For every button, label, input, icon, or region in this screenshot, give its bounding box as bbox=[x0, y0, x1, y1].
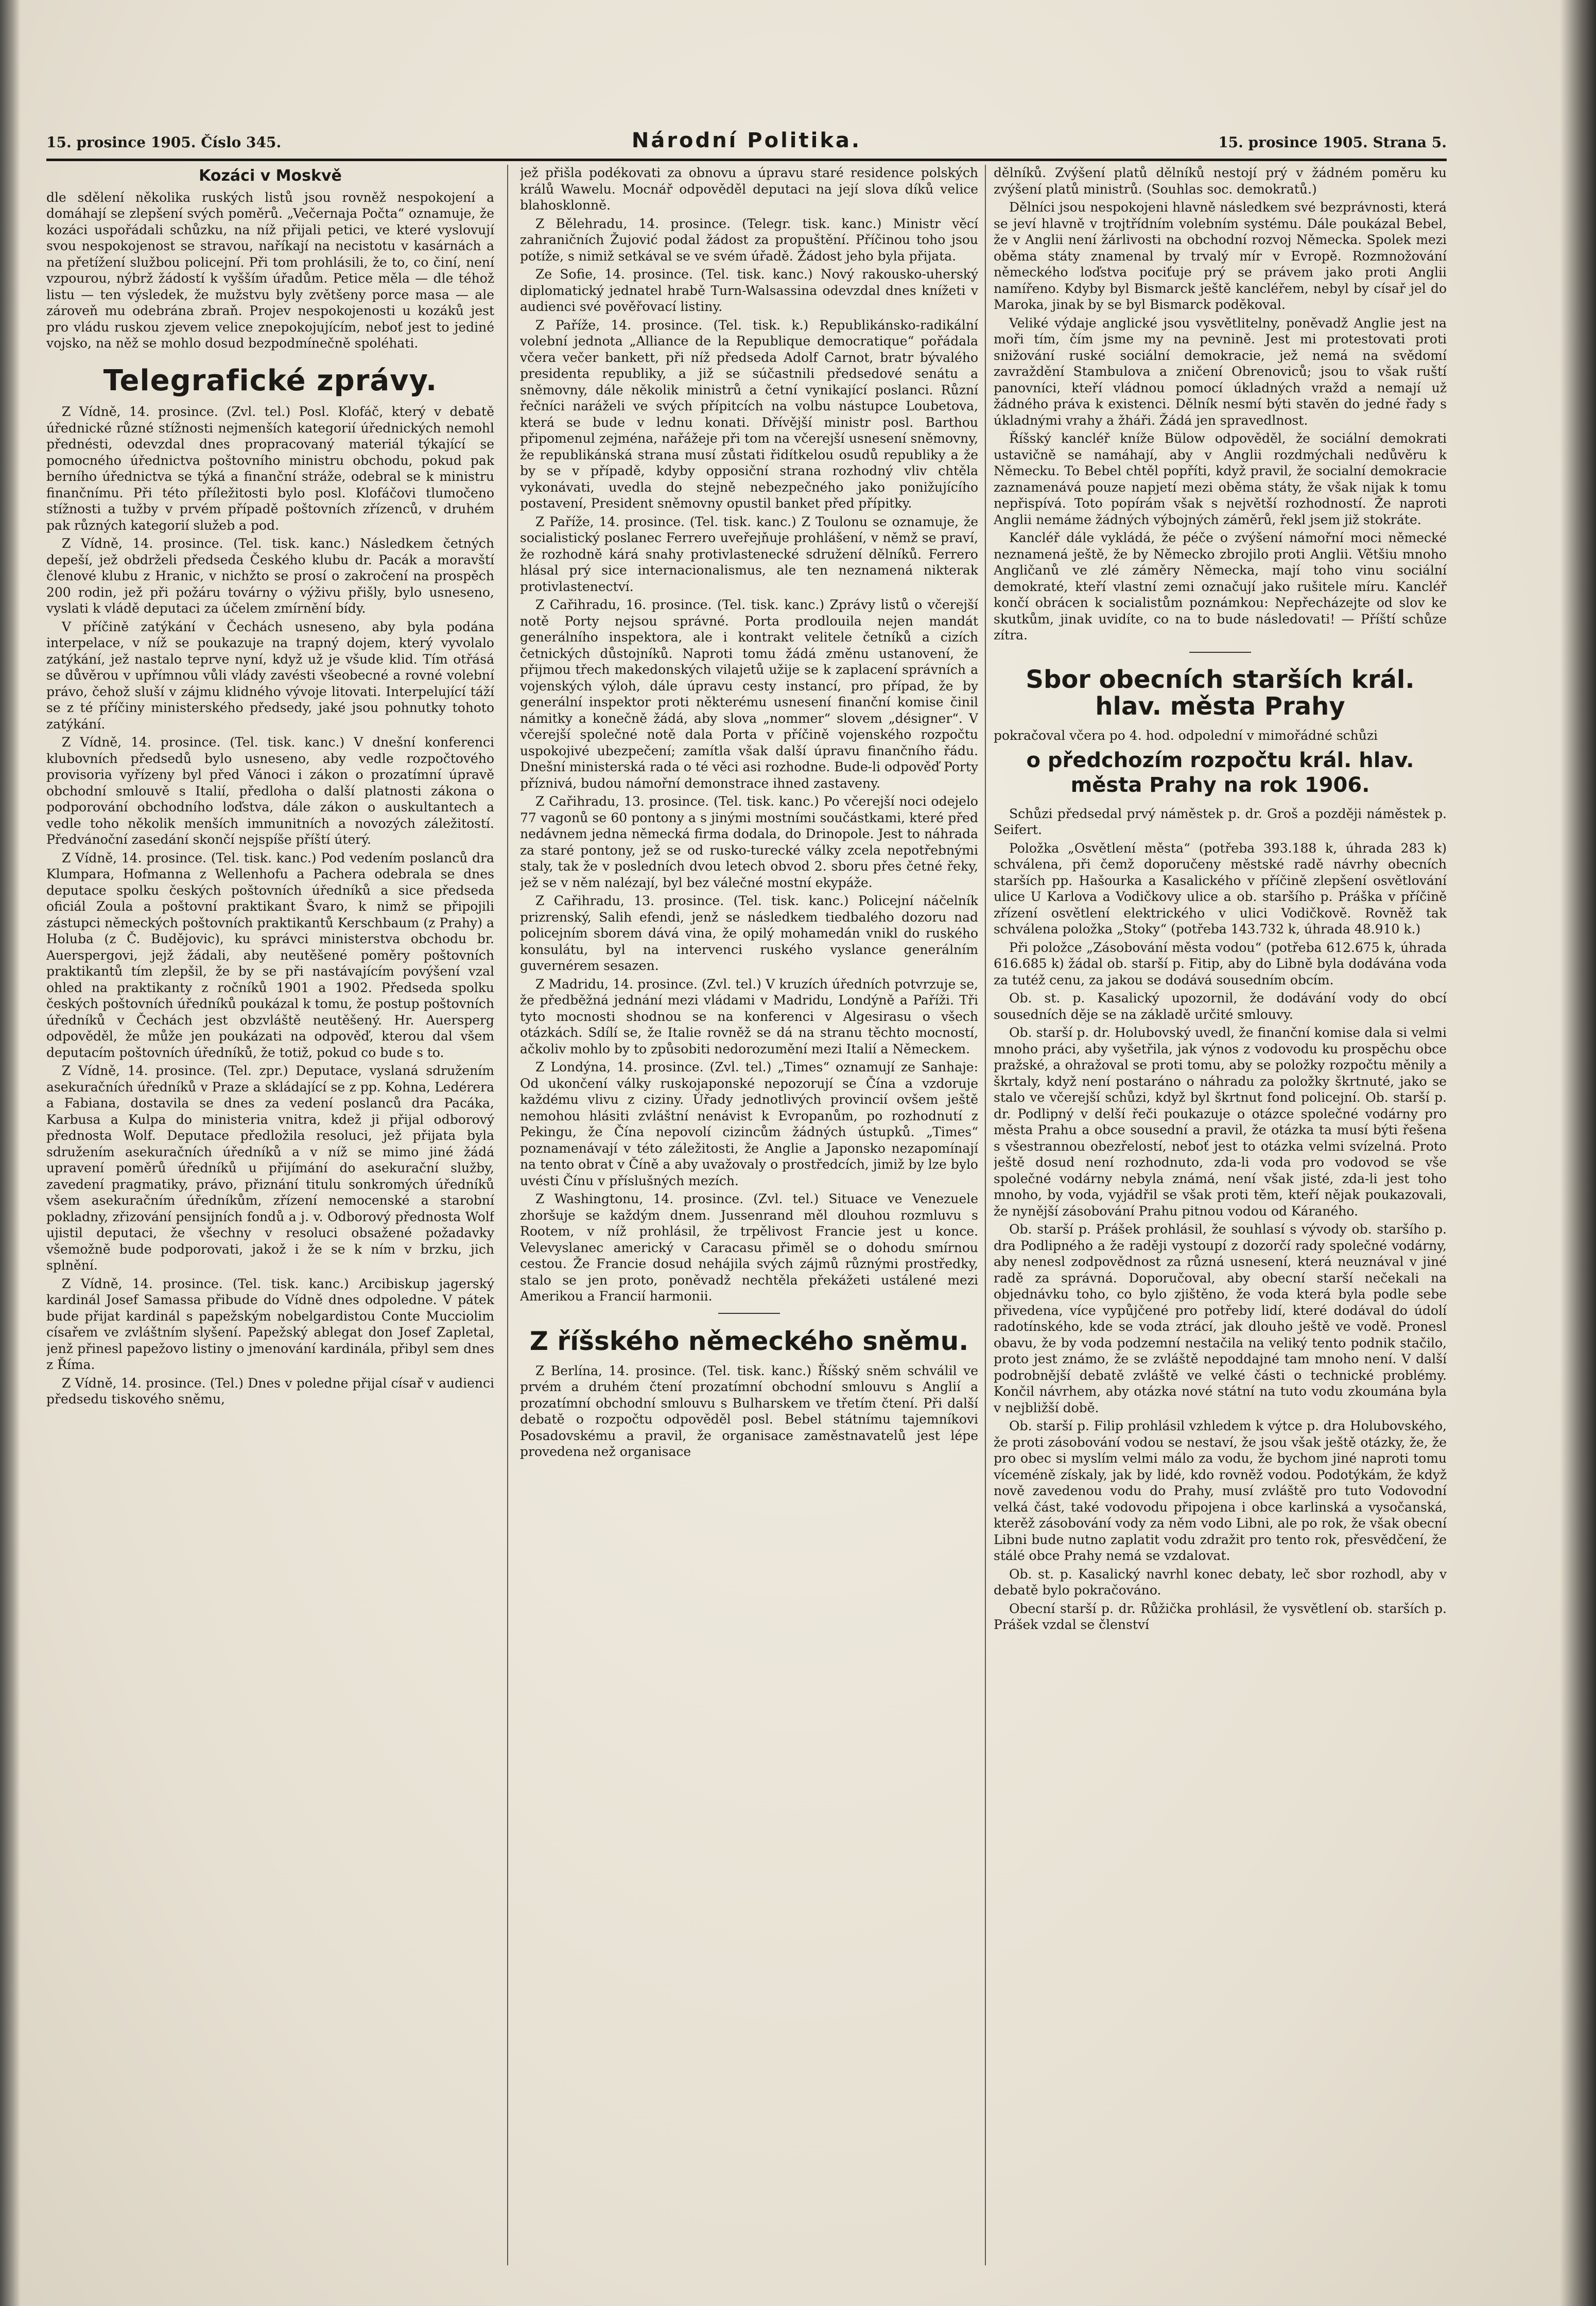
paragraph: Ob. starší p. dr. Holubovský uvedl, že finanční komise dala si velmi mnoho práci, aby vyšetřila, jak výnos z vodovodu ku prospěchu obce pražské, a ohražoval se proti tomu, aby se položky rozpočtu měnily a škrtaly, když není postaráno o náhradu za položky škrtnuté, jako se stalo ve včerejší schůzi, když byl škrtnut fond policejní. Ob. starší p. dr. Podlipný v delší řeči poukazuje o otázce společné vodárny pro města Prahu a obce sousední a pravil, že otázka ta musí býti řešena s všestrannou obezřelostí, neboť jest to otázka velmi svízelná. Proto ještě dosud není rozhodnuto, zda-li voda pro vodovod se vše společné vodárny nebyla známá, není však jisté, zda-li jest toho mnoho, by voda, vyjádřil se však proti těm, kteří nějak poukazovali, že nynější zásobování Prahu pitnou vodou od Káraného. bbox=[994, 1025, 1447, 1219]
paragraph: Položka „Osvětlení města“ (potřeba 393.188 k, úhrada 283 k) schválena, při čemž doporučeny městské radě návrhy obecních starších pp. Hašourka a Kasalického v příčině zlepšení osvětlování ulice U Karlova a Vodičkovy ulice a ob. staršího p. Práška v příčině zřízení osvětlení elektrického v ulici Vodičkově. Rovněž tak schválena položka „Stoky“ (potřeba 143.732 k, úhrada 48.910 k.) bbox=[994, 840, 1447, 937]
header-rule bbox=[46, 159, 1447, 161]
paragraph: Při položce „Zásobování města vodou“ (potřeba 612.675 k, úhrada 616.685 k) žádal ob. starší p. Fitip, aby do Libně byla dodávána voda za tutéž cenu, za jakou se dodává sousedním obcím. bbox=[994, 940, 1447, 987]
paragraph: Z Vídně, 14. prosince. (Tel. zpr.) Deputace, vyslaná sdružením asekuračních úředníků v Praze a skládající se z pp. Kohna, Ledérera a Fabiana, dostavila se dnes za vedení poslanců dra Pacáka, Karbusa a Kulpa do ministeria vnitra, kdež ji přijal odborový přednosta Wolf. Deputace předložila resoluci, jež přijata byla sdružením asekuračních úředníků a v níž se mimo jiné žádá upravení poměrů úředníků u přijímání do asekurační služby, zavedení pragmatiky, právo, přiznání titulu sonkromých úředníků všem asekuračním úředníkům, zřízení nemocenské a starobní pokladny, zřizování pensijních fondů a j. v. Odborový přednosta Wolf ujistil deputaci, že všechny v resoluci obsažené požadavky všemožně bude podporovati, jakož i že se k ním v brzku, jich splnění. bbox=[46, 1063, 494, 1273]
separator bbox=[718, 1313, 780, 1314]
column-divider bbox=[985, 165, 986, 2265]
paragraph: Z Cařihradu, 16. prosince. (Tel. tisk. kanc.) Zprávy listů o včerejší notě Porty nejsou správné. Porta prodlouila nejen mandát generálního inspektora, ale i kontrakt velitele četníků a cizích četnických důstojníků. Naproti tomu žádá změnu ustanovení, že přijmou třech makedonských vilajetů užije se k zaplacení správních a vojenských výloh, dále úpravu cesty instancí, pro případ, že by generální inspektor proti některému usnesení finanční komise činil námitky a konečně žádá, aby slova „nommer“ slovem „désigner“. V včerejší společné notě dala Porta v příčině vojenského rozpočtu uspokojivé ubezpečení; zamítla však další úpravu finančního řádu. Dnešní ministerská rada o té věci asi rozhodne. Bude-li odpověď Porty příznivá, budou námořní demonstrace ihned zastaveny. bbox=[520, 597, 978, 791]
paragraph: Z Vídně, 14. prosince. (Tel.) Dnes v poledne přijal císař v audienci předsedu tiskového sněmu, bbox=[46, 1375, 494, 1407]
paragraph: Z Bělehradu, 14. prosince. (Telegr. tisk. kanc.) Ministr věcí zahraničních Žujović podal žádost za propuštění. Příčinou toho jsou potíže, s nimiž setkával se ve svém úřadě. Žádost jeho byla přijata. bbox=[520, 216, 978, 264]
paragraph: Ob. st. p. Kasalický upozornil, že dodávání vody do obcí sousedních děje se na základě určité smlouvy. bbox=[994, 991, 1447, 1022]
paragraph: Ob. st. p. Kasalický navrhl konec debaty, leč sbor rozhodl, aby v debatě bylo pokračováno. bbox=[994, 1566, 1447, 1598]
section-title: Sbor obecních starších král. hlav. města Prahy bbox=[1026, 665, 1415, 721]
paragraph: Z Londýna, 14. prosince. (Zvl. tel.) „Times“ oznamují ze Sanhaje: Od ukončení války ruskojaponské nepozorují se Čína a vzdoruje každému vlivu z ciziny. Úřady jednotlivých provincií ovšem ještě nemohou hlásiti zvláštní nenávist k Evropanům, po rozhodnutí z Pekingu, že Čína nepovolí cizincům žádných ústupků. „Times“ poznamenávají v této záležitosti, že Anglie a Japonsko nezapomínají na tento obrat v Číně a aby uvažovaly o prostředcích, jimiž by lze bylo uvésti Čínu v příslušných mezích. bbox=[520, 1060, 978, 1188]
section-title: Telegrafické zprávy. bbox=[103, 363, 438, 397]
paragraph: Z Vídně, 14. prosince. (Tel. tisk. kanc.) Arcibiskup jagerský kardinál Josef Samassa přibude do Vídně dnes odpoledne. V pátek bude přijat kardinál s papežským nobelgardistou Conte Mucciolim císařem ve zvláštním slyšení. Papežský ablegat don Josef Zapletal, jenž přinesl papežovo listiny o jmenování kardinála, přibyl sem dnes z Říma. bbox=[46, 1276, 494, 1373]
article-heading: Kozáci v Moskvě bbox=[199, 167, 342, 185]
header-date-issue: 15. prosince 1905. Číslo 345. bbox=[46, 134, 282, 151]
paragraph: Z Cařihradu, 13. prosince. (Tel. tisk. kanc.) Policejní náčelník prizrenský, Salih efendi, jenž se následkem tiedbalého dozoru nad policejním sborem dává vina, že opilý mohamedán vnikl do ruského konsulátu, byl na intervenci ruského vyslance generálním guvernérem sesazen. bbox=[520, 893, 978, 973]
paragraph: dle sdělení několika ruských listů jsou rovněž nespokojení a domáhají se zlepšení svých poměrů. „Večernaja Počta“ oznamuje, že kozáci uspořádali schůzku, na níž přijali petici, ve které vyslovují svou nespokojenost se stravou, naříkají na necistotu v kasárnách a na přetížení službou policejní. Při tom prohlásili, že to, co činí, není vzpourou, nýbrž žádostí k vyšším úřadům. Petice měla — dle téhož listu — ten výsledek, že mužstvu byly zvětšeny porce masa — ale zároveň mu odebrána zbraň. Projev nespokojenosti u kozáků jest pro vládu ruskou zjevem velice znepokojujícím, neboť jest to jediné vojsko, na něž se mohlo dosud bezpodmínečně spoléhati. bbox=[46, 189, 494, 351]
paragraph: Z Vídně, 14. prosince. (Zvl. tel.) Posl. Klofáč, který v debatě úřednické různé stížnosti nejmenších kategorií úřednických nemohl přednésti, odevzdal dnes propracovaný materiál týkající se pomocného úřednictva poštovního ministru obchodu, pokud pak berního úřednictva se týká a finanční stráže, odebral se k ministru finančnímu. Při této příležitosti bylo posl. Klofáčovi tlumočeno stížnosti a tužby v prvém případě poštovních zřízenců, v druhém pak různých kategorií služeb a pod. bbox=[46, 404, 494, 533]
page-header bbox=[46, 129, 1447, 160]
paragraph: dělníků. Zvýšení platů dělníků nestojí prý v žádném poměru ku zvýšení platů ministrů. (Souhlas soc. demokratů.) bbox=[994, 165, 1447, 197]
paragraph: Obecní starší p. dr. Růžička prohlásil, že vysvětlení ob. starších p. Prášek vzdal se členství bbox=[994, 1601, 1447, 1633]
paragraph: Z Berlína, 14. prosince. (Tel. tisk. kanc.) Říšský sněm schválil ve prvém a druhém čtení prozatímní obchodní smlouvu s Anglií a prozatímní obchodní smlouvu s Bulharskem ve třetím čtení. Při další debatě o rozpočtu odpověděl posl. Bebel státnímu tajemníkovi Posadovskému a pravil, že organisace zaměstnavatelů jest lépe provedena než organisace bbox=[520, 1363, 978, 1459]
paragraph: Z Washingtonu, 14. prosince. (Zvl. tel.) Situace ve Venezuele zhoršuje se každým dnem. Jussenrand měl dlouhou rozmluvu s Rootem, v níž prohlásil, že trpělivost Francie jest u konce. Velevyslanec americký v Caracasu přiměl se o dohodu smírnou cestou. Že Francie dosud nehájila svých zájmů různými prostředky, stalo se jen proto, poněvadž nechtěla překážeti ustálené mezi Amerikou a Francií harmonii. bbox=[520, 1191, 978, 1304]
paragraph: Z Vídně, 14. prosince. (Tel. tisk. kanc.) Pod vedením poslanců dra Klumpara, Hofmanna z Wellenhofu a Pachera odebrala se dnes deputace spolku českých poštovních úředníků a sice předseda oficiál Zoula a poštovní praktikant Švaro, k nimž se připojili zástupci německých poštovních praktikantů Kerschbaum (z Prahy) a Holuba (z Č. Budějovic), ku správci ministerstva obchodu br. Auerspergovi, jejž žádali, aby neutěšené poměry poštovních praktikantů tím zlepšil, že by se při nastávajícím povýšení vzal ohled na praktikanty z ročníků 1901 a 1902. Předseda spolku českých poštovních úředníků poukázal k tomu, že postup poštovních úředníků v Čechách jest obzvláště neutěšený. Hr. Auersperg odpověděl, že může jen poukázati na odpověď, kterou dal všem deputacím poštovních úředníků, že totiž, pokud co bude s to. bbox=[46, 850, 494, 1060]
paragraph: Říšský kancléř kníže Bülow odpověděl, že sociální demokrati ustavičně se namáhají, aby v Anglii rozdmýchali nedůvěru k Německu. To Bebel chtěl popříti, když pravil, že socialní demokracie zaznamenává pouze napjetí mezi oběma státy, že však nijak k tomu nepřispívá. Toto popírám však s největší rozhodností. Že naproti Anglii nemáme žádných výbojných záměrů, řekl jsem již stokráte. bbox=[994, 431, 1447, 527]
scan-edge-right bbox=[1560, 0, 1596, 2306]
column-1 bbox=[46, 165, 494, 2276]
paragraph: V příčině zatýkání v Čechách usneseno, aby byla podána interpelace, v níž se poukazuje na trapný dojem, který vyvolalo zatýkání, jež nastalo teprve nyní, když už je všude klid. Tím otřásá se důvěrou v upřímnou vůli vlády zavésti všeobecné a rovné volební právo, čehož sluší v zájmu klidného vývoje litovati. Interpelující táží se z té příčiny ministerského předsedy, jaké jsou pohnutky tohoto zatýkání. bbox=[46, 619, 494, 732]
column-divider bbox=[507, 165, 508, 2265]
section-title: Z říšského německého sněmu. bbox=[529, 1326, 969, 1356]
paragraph: Z Madridu, 14. prosince. (Zvl. tel.) V kruzích úředních potvrzuje se, že předběžná jednání mezi vládami v Madridu, Londýně a Paříži. Tři tyto mocnosti shodnou se na konferenci v Algesirasu o všech otázkách. Sdílí se, že Italie rovněž se dá na stranu těchto mocností, ačkoliv mohlo by to způsobiti nedorozumění mezi Italií a Německem. bbox=[520, 976, 978, 1056]
masthead-title: Národní Politika. bbox=[631, 129, 862, 152]
column-2 bbox=[520, 165, 978, 2276]
paragraph: jež přišla podékovati za obnovu a úpravu staré residence polských králů Wawelu. Mocnář odpověděl deputaci na její slova díků velice blahosklonně. bbox=[520, 165, 978, 213]
paragraph: Z Paříže, 14. prosince. (Tel. tisk. k.) Republikánsko-radikální volební jednota „Alliance de la Republique democratique“ pořádala včera večer bankett, při níž předseda Adolf Carnot, bratr bývalého presidenta republiky, a již se súčastnili předsedové senátu a sněmovny, dále několik ministrů a četní vynikající poslanci. Různí řečníci naráželi ve svých přípitcích na volbu nástupce Loubetova, která se bude v lednu konati. Dřívější ministr posl. Barthou připomenul zejména, nařážeje při tom na včerejší usnesení sněmovny, že republikánská strana musí zůstati řidítkelou osudů republiky a že by se v případě, kdyby opposiční strana rozhodný vliv chtěla vykonávati, uvedla do stejně nebezpečného jako ponižujícího postavení, President sněmovny opustil banket před přípitky. bbox=[520, 317, 978, 511]
separator bbox=[1189, 652, 1251, 653]
paragraph: Z Vídně, 14. prosince. (Tel. tisk. kanc.) V dnešní konferenci klubovních předsedů bylo usneseno, aby vedle rozpočtového provisoria vyřízeny byl před Vánoci i zákon o prozatímní úpravě obchodní smlouvě s Italií, předloha o další platnosti zákona o podporování obchodního loďstva, dále zákon o auskultantech a vedle toho několik menších immunitních a novozých záležitostí. Předvánoční zasedání skončí nejspíše příští úterý. bbox=[46, 735, 494, 847]
paragraph: Dělníci jsou nespokojeni hlavně následkem své bezprávnosti, která se jeví hlavně v trojtřídním volebním systému. Dále poukázal Bebel, že v Anglii není žárlivosti na obchodní rozvoj Německa. Spolek mezi oběma státy znamenal by trvalý mír v Evropě. Rozmnožování německého loďstva pociťuje prý se právem jako proti Anglii namířeno. Kdyby byl Bismarck ještě kancléřem, nebyl by císař jel do Maroka, jinak by se byl Bismarck poděkoval. bbox=[994, 200, 1447, 312]
paragraph: pokračoval včera po 4. hod. odpolední v mimořádné schůzi bbox=[994, 728, 1378, 743]
paragraph: Ob. starší p. Filip prohlásil vzhledem k výtce p. dra Holubovského, že proti zásobování vodou se nestaví, že jsou však ještě otázky, že, že pro obec si myslím velmi málo za vodu, že bychom jiné naproti tomu víceméně získaly, jak by lidé, kdo rovněž vodou. Podotýkám, že když nově zavedenou vodu do Prahy, musí zvláště pro tuto Vodovodní velká část, také vodovodu připojena i obce karlinská a vysočanská, kterěž zásobování vody za něm vodo Libni, ale po rok, že však obecní Libni bude nutno zaplatit vodu zdražit pro tento rok, přesvědčení, že stálé obce Prahy nemá se vzdalovat. bbox=[994, 1418, 1447, 1564]
scan-edge-left bbox=[0, 0, 21, 2306]
paragraph: Veliké výdaje anglické jsou vysvětlitelny, poněvadž Anglie jest na moři tím, čím jsme my na pevnině. Jest mi protestovati proti snižování ruské sociální demokracie, jež nemá na svědomí zavraždění Stambulova a zničení Obrenoviců; jsou to však ruští panovníci, kteří vládnou pomocí úkladných vražd a nemají už žádného práva k existenci. Dělník nesmí býti stavěn do jedné řady s úkladnými vrahy a žháři. Žádá jen spravedlnost. bbox=[994, 315, 1447, 428]
paragraph: Z Paříže, 14. prosince. (Tel. tisk. kanc.) Z Toulonu se oznamuje, že socialistický poslanec Ferrero uveřejňuje prohlášení, v němž se praví, že rozhodně kárá snahy protivlastenecké sdružení dělníků. Ferrero hlásal prý sice internacionalismus, ale ten neznamená nikterak protivlastenectví. bbox=[520, 514, 978, 594]
header-date-page: 15. prosince 1905. Strana 5. bbox=[1218, 134, 1447, 151]
column-3 bbox=[994, 165, 1447, 2276]
section-subtitle: o předchozím rozpočtu král. hlav. města Prahy na rok 1906. bbox=[1026, 748, 1414, 797]
paragraph: Z Vídně, 14. prosince. (Tel. tisk. kanc.) Následkem četných depeší, jež obdrželi předseda Českého klubu dr. Pacák a moravští členové klubu z Hranic, v nichžto se prosí o zakročení na prospěch 200 rodin, jež při požáru továrny o výživu přišly, bylo usneseno, vyslati k vládě deputaci za účelem zmírnění bídy. bbox=[46, 536, 494, 616]
paragraph: Ze Sofie, 14. prosince. (Tel. tisk. kanc.) Nový rakousko-uherský diplomatický jednatel hrabě Turn-Walsassina odevzdal dnes knížeti v audienci své pověřovací listiny. bbox=[520, 267, 978, 314]
paragraph: Schůzi předsedal prvý náměstek p. dr. Groš a později náměstek p. Seifert. bbox=[994, 806, 1447, 838]
paragraph: Z Cařihradu, 13. prosince. (Tel. tisk. kanc.) Po včerejší noci odejelo 77 vagonů se 60 pontony a s jinými mostními součástkami, které před nedávnem jedna německá firma dodala, do Drinopole. Jest to náhrada za staré pontony, jež se od rusko-turecké války zcela nepotřebnými staly, tak že v posledních dvou letech obvod 2. sboru přes četné řeky, jež se v něm nalézají, byl bez válečné mostní ekypáže. bbox=[520, 794, 978, 890]
paragraph: Kancléř dále vykládá, že péče o zvýšení námořní moci německé neznamená ještě, že by Německo zbrojilo proti Anglii. Většiu mnoho Angličanů ve zlé záměry Německa, mají toho vinu sociální demokraté, kteří vlastní zemi označují jako rušitele míru. Kancléř končí obrácen k socialistům poznámkou: Nepřecházejte od slov ke skutkům, jinak uvidíte, co na to bude následovati! — Příští schůze zítra. bbox=[994, 530, 1447, 643]
paragraph: Ob. starší p. Prášek prohlásil, že souhlasí s vývody ob. staršího p. dra Podlipného a že raději vystoupí z dozorčí rady společné vodárny, aby nenesl zodpovědnost za různá usnesení, která neuznával v jiné radě za správná. Doporučoval, aby obecní starší nečekali na objednávku toho, co bylo zjištěno, že voda která byla podle sebe přivedena, více vypůjčené pro potřeby lidí, které dodával do údolí radotínského, kde se voda ztrácí, jak dlouho ještě ve vodě. Pronesl obavu, že by voda podzemní nestačila na veliký tento podnik stačilo, proto jest známo, že se zvláště nepoddajné tam mnoho není. V další podrobnější debatě zvláště ve velké části o technické problémy. Končil návrhem, aby otázka nové státní na tuto vodu zkoumána byla v nejbližší době. bbox=[994, 1222, 1447, 1415]
